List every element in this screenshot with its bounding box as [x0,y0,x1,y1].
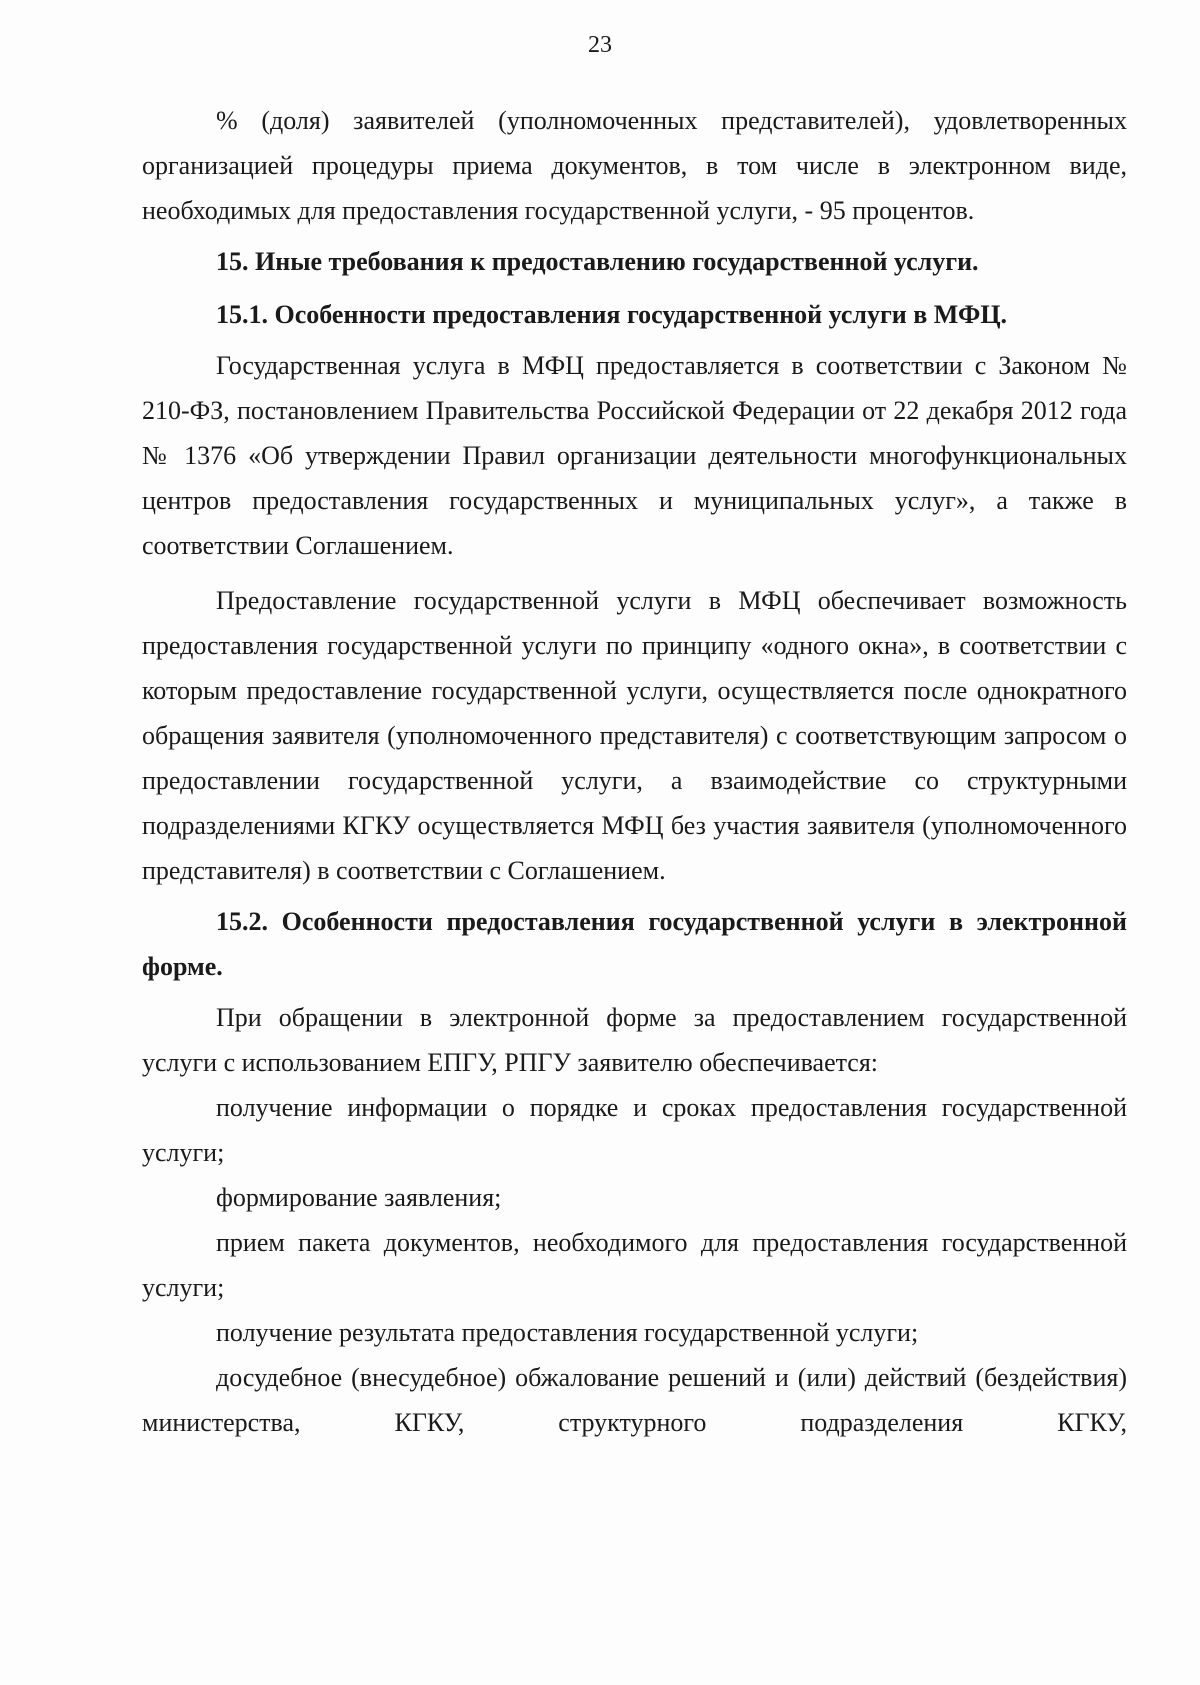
list-item-result: получение результата предоставления государственной услуги; [216,1318,919,1347]
section-heading-15: 15. Иные требования к предоставлению государственной услуги. [216,247,979,276]
list-item-application: формирование заявления; [216,1183,502,1212]
paragraph-mfc-legal-basis: Государственная услуга в МФЦ предоставляется в соответствии с Законом № 210-ФЗ, постановлением Правительства Российской Федерации от 22 декабря 2012 года № 1376 «Об утверждении Правил организации деятельности многофункциональных центров предоставления государственных и муниципальных услуг», а также в соответствии Соглашением. [142,351,1127,560]
paragraph-satisfaction-share: % (доля) заявителей (уполномоченных представителей), удовлетворенных организацией процедуры приема документов, в том числе в электронном виде, необходимых для предоставления государственной услуги, - 95 процентов. [142,106,1127,225]
paragraph-one-window: Предоставление государственной услуги в МФЦ обеспечивает возможность предоставления государственной услуги по принципу «одного окна», в соответствии с которым предоставление государственной услуги, осуществляется после однократного обращения заявителя (уполномоченного представителя) с соответствующим запросом о предоставлении государственной услуги, а взаимодействие со структурными подразделениями КГКУ осуществляется МФЦ без участия заявителя (уполномоченного представителя) в соответствии с Соглашением. [142,586,1127,885]
document-body [142,98,1127,1445]
section-heading-15-1: 15.1. Особенности предоставления государственной услуги в МФЦ. [216,300,1008,329]
page-number: 23 [588,32,612,58]
list-item-info: получение информации о порядке и сроках предоставления государственной услуги; [142,1093,1127,1167]
paragraph-electronic-access: При обращении в электронной форме за предоставлением государственной услуги с использованием ЕПГУ, РПГУ заявителю обеспечивается: [142,1003,1127,1077]
section-heading-15-2: 15.2. Особенности предоставления государственной услуги в электронной форме. [142,907,1127,981]
list-item-appeal: досудебное (внесудебное) обжалование решений и (или) действий (бездействия) министерства, КГКУ, структурного подразделения КГКУ, [142,1363,1127,1437]
list-item-documents: прием пакета документов, необходимого для предоставления государственной услуги; [142,1228,1127,1302]
